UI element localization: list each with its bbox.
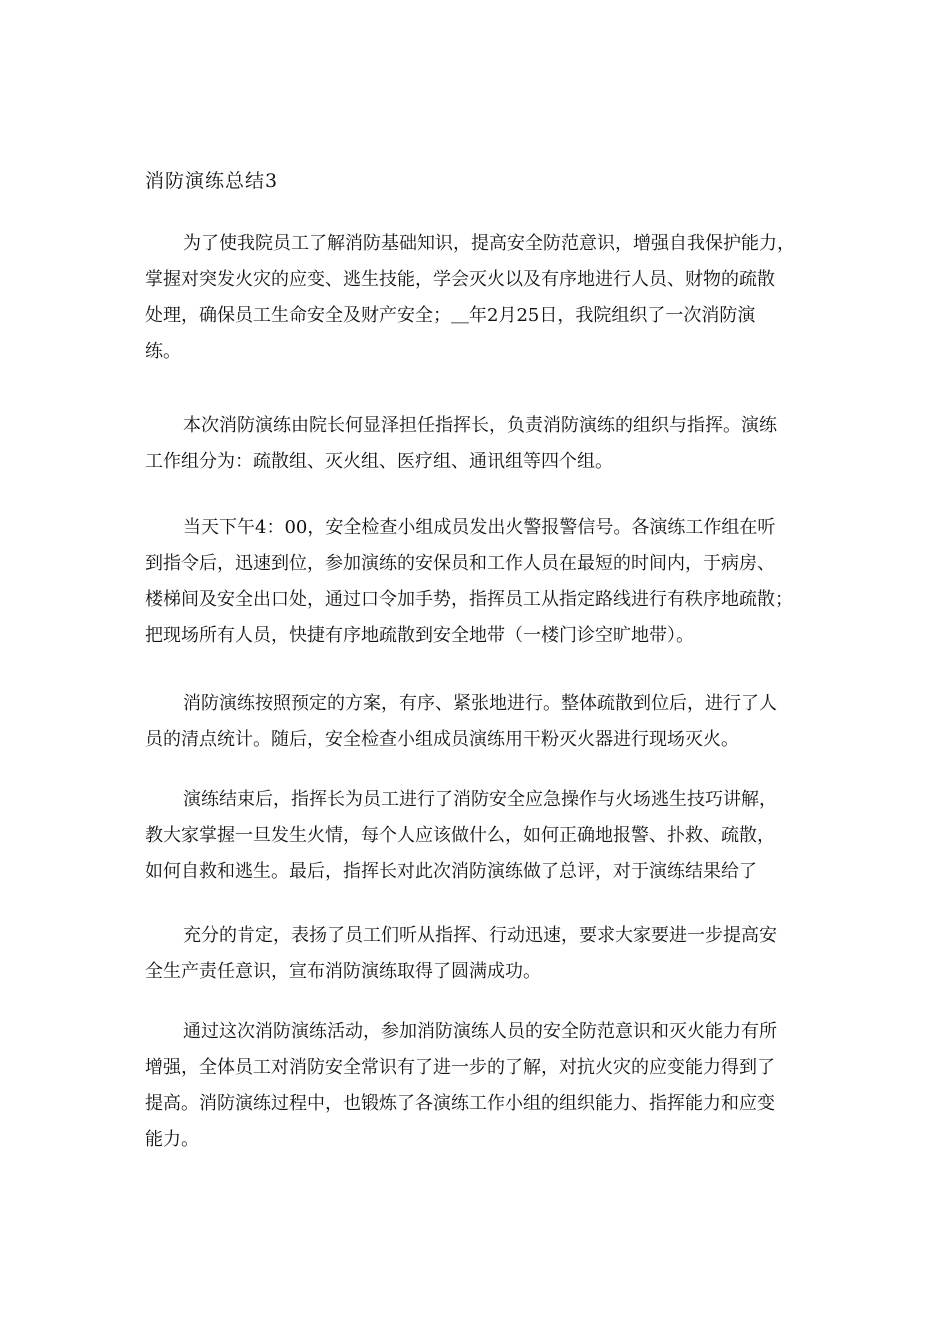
paragraph-line: 如何自救和逃生。最后，指挥长对此次消防演练做了总评，对于演练结果给了 [145,861,757,882]
paragraph-summary [145,782,805,890]
paragraph-line: 教大家掌握一旦发生火情，每个人应该做什么，如何正确地报警、扑救、疏散， [145,825,775,846]
paragraph-line: 到指令后，迅速到位，参加演练的安保员和工作人员在最短的时间内，于病房、 [145,553,775,574]
paragraph-line: 处理，确保员工生命安全及财产安全；＿年2月25日，我院组织了一次消防演 [145,305,756,326]
paragraph-evacuation [145,510,805,654]
paragraph-line: 能力。 [145,1129,199,1150]
paragraph-line: 通过这次消防演练活动，参加消防演练人员的安全防范意识和灭火能力有所 [183,1021,777,1042]
paragraph-line: 演练结束后，指挥长为员工进行了消防安全应急操作与火场逃生技巧讲解， [183,789,777,810]
paragraph-firefighting [145,686,805,758]
paragraph-line: 掌握对突发火灾的应变、逃生技能，学会灭火以及有序地进行人员、财物的疏散 [145,269,775,290]
paragraph-line: 充分的肯定，表扬了员工们听从指挥、行动迅速，要求大家要进一步提高安 [183,925,777,946]
paragraph-line: 当天下午4：00，安全检查小组成员发出火警报警信号。各演练工作组在听 [183,517,776,538]
paragraph-line: 提高。消防演练过程中，也锻炼了各演练工作小组的组织能力、指挥能力和应变 [145,1093,775,1114]
paragraph-line: 练。 [145,341,181,362]
paragraph-line: 为了使我院员工了解消防基础知识，提高安全防范意识，增强自我保护能力， [183,233,795,254]
paragraph-line: 把现场所有人员，快捷有序地疏散到安全地带（一楼门诊空旷地带）。 [145,625,694,646]
document-title: 消防演练总结3 [145,170,279,192]
paragraph-affirmation [145,918,805,990]
paragraph-line: 增强，全体员工对消防安全常识有了进一步的了解，对抗火灾的应变能力得到了 [145,1057,775,1078]
paragraph-line: 员的清点统计。随后，安全检查小组成员演练用干粉灭火器进行现场灭火。 [145,729,739,750]
paragraph-purpose [145,226,805,370]
paragraph-conclusion [145,1014,805,1158]
paragraph-line: 楼梯间及安全出口处，通过口令加手势，指挥员工从指定路线进行有秩序地疏散； [145,589,793,610]
paragraph-line: 工作组分为：疏散组、灭火组、医疗组、通讯组等四个组。 [145,451,613,472]
paragraph-organization [145,408,805,480]
paragraph-line: 本次消防演练由院长何显泽担任指挥长，负责消防演练的组织与指挥。演练 [183,415,777,436]
paragraph-line: 全生产责任意识，宣布消防演练取得了圆满成功。 [145,961,541,982]
paragraph-line: 消防演练按照预定的方案，有序、紧张地进行。整体疏散到位后，进行了人 [183,693,777,714]
